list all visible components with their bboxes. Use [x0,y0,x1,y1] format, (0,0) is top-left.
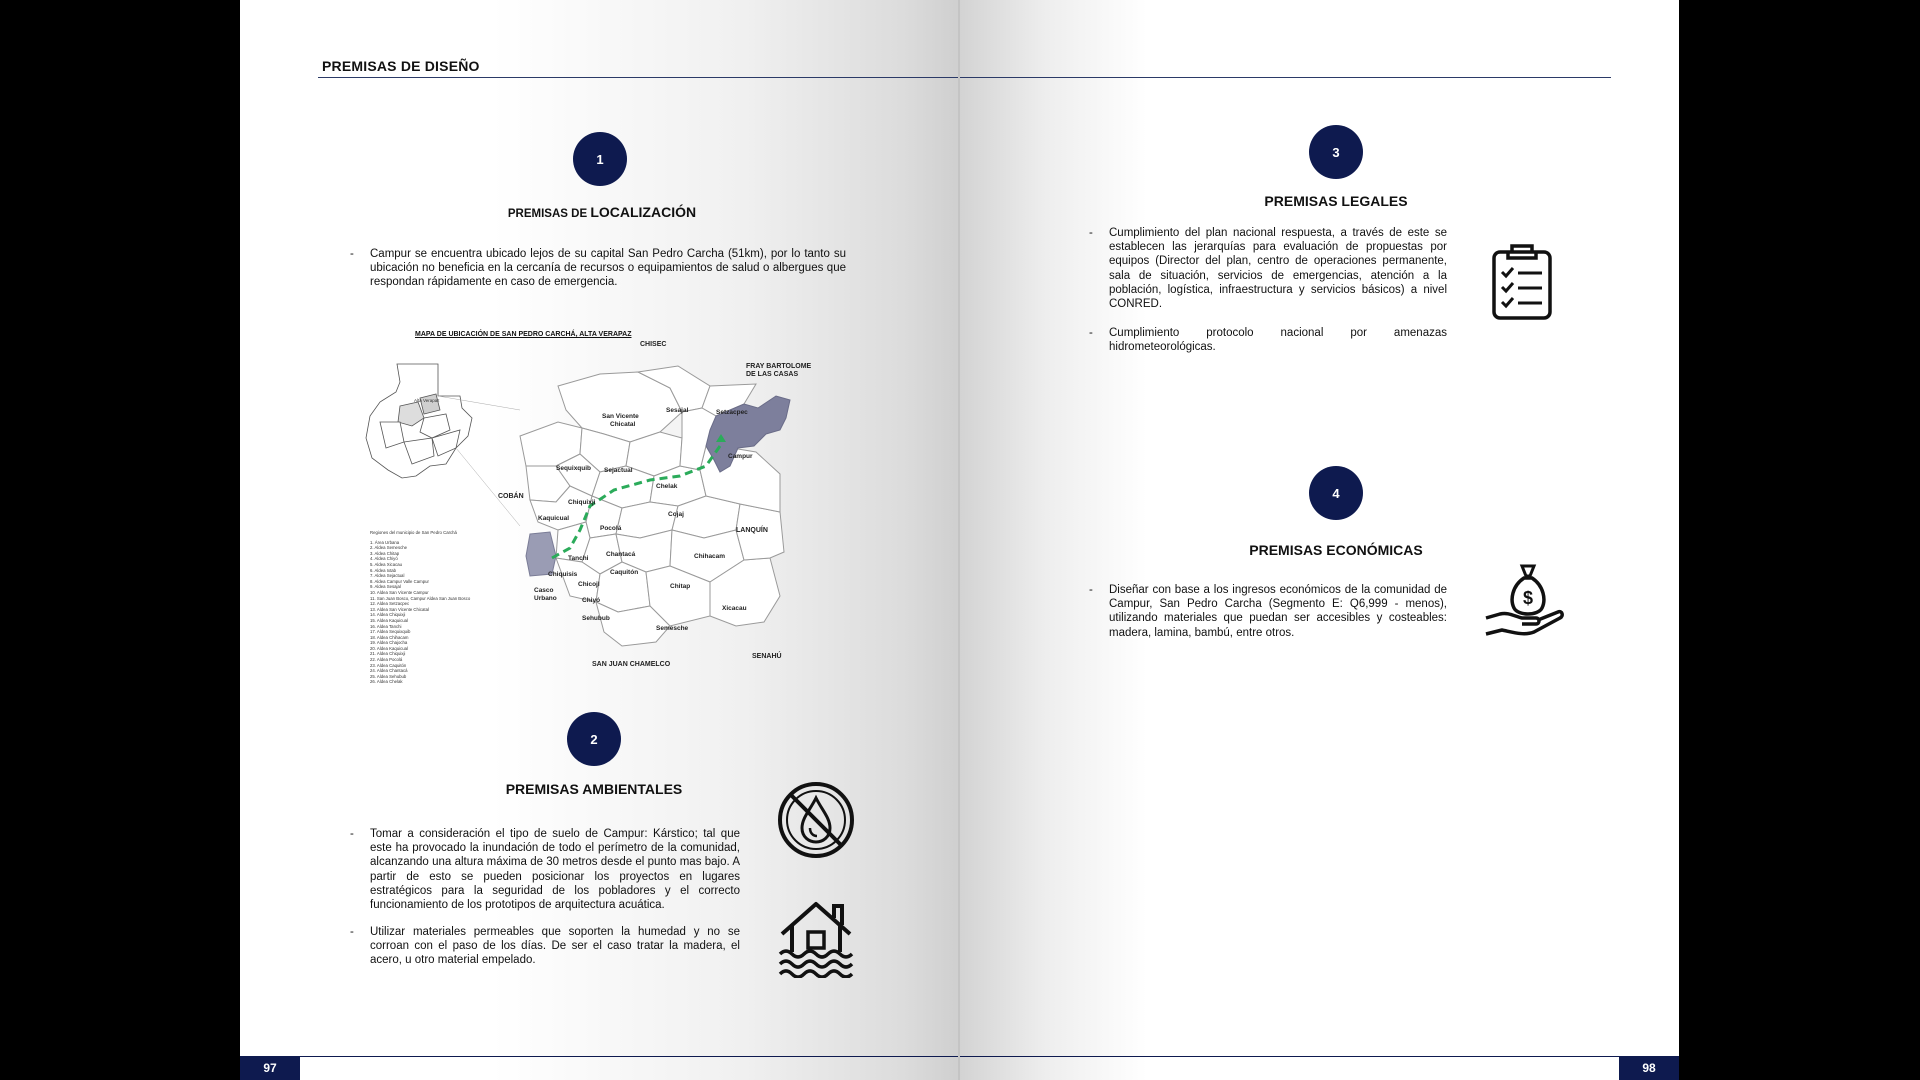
map-label: Caquitón [610,569,639,576]
legend-item: 7. Aldea Sejactual [370,573,405,579]
bullet-text: Campur se encuentra ubicado lejos de su capital San Pedro Carcha (51km), por lo tanto su ubicación no beneficia en la cercanía de recursos o equipamientos de salud o albergues que respondan rápidamente en caso de emergencia. [370,248,846,289]
section-number-badge: 4 [1309,466,1363,520]
map-label: Chihacam [694,553,726,560]
map-label: Chelak [656,483,678,490]
section-title-prefix: PREMISAS DE [507,208,591,220]
map-label: SENAHÚ [752,653,782,660]
map-label: COBÁN [498,493,524,500]
legend-item: 2. Aldea Semesche [370,545,408,551]
map-legend [370,530,480,685]
legend-item: 10. Aldea San Vicente Campur [370,589,429,595]
footer-rule [960,1056,1619,1057]
bullet-text: Cumplimiento del plan nacional respuesta, a través de este se establecen las jerarquías para evaluación de propuestas por equipos (Director del plan, centro de operaciones permanente, sala de situación, servicios de emergencias, atención a la población, logística, infraestructura y servicios básicos) a nivel CONRED. [1109,227,1447,311]
legend-item: 11. San Juan Bosco, Campur Aldea San Juan Bosco [370,595,471,601]
header-rule [318,77,960,78]
map-label: DE LAS CASAS [746,371,799,378]
header-rule [960,77,1611,78]
map-label: Chiquisis [548,571,578,578]
map-label: Sesajal [666,407,689,414]
legend-item: 14. Aldea Chiquixji [370,612,406,618]
section-number-badge: 1 [573,132,627,186]
bullet-text: Utilizar materiales permeables que soporten la humedad y no se corroan con el paso de los días. De ser el caso tratar la madera, el acero, u otro material empelado. [370,926,740,967]
legend-item: 8. Aldea Campur Valle Campur [370,578,429,584]
right-page [960,0,1679,1080]
flooded-house-icon [776,898,856,978]
connector-line [456,448,520,526]
map-label: Urbano [534,595,557,602]
legend-item: 13. Aldea San Vicente Chicatal [370,606,429,612]
footer-rule [300,1056,960,1057]
section-title-main: LOCALIZACIÓN [590,204,697,220]
legend-item: 20. Aldea Kaquicual [370,645,408,651]
map-label: Sejactual [604,467,633,474]
section-number-badge: 2 [567,712,621,766]
section-title: PREMISAS ECONÓMICAS [1249,542,1423,558]
map-label: LANQUÍN [736,527,768,534]
legend-item: 19. Aldea Chajocha [370,640,408,646]
section-title: PREMISAS LEGALES [1264,193,1408,209]
map-label: Kaquicual [538,515,570,522]
map-label: Pocolá [600,525,622,532]
guatemala-inset-map [366,364,472,478]
map-label: Casco [534,587,554,594]
legend-item: 17. Aldea Sequixquib [370,629,411,635]
bullet-text: Cumplimiento protocolo nacional por amenazas hidrometeorológicas. [1109,327,1447,354]
map-title: MAPA DE UBICACIÓN DE SAN PEDRO CARCHÁ, ALTA VERAPAZ [415,331,632,338]
map-label: San Vicente [602,413,639,420]
bullet-text: Tomar a consideración el tipo de suelo de Campur: Kárstico; tal que este ha provocado la inundación de todo el perímetro de la comunidad, alcanzando una altura máxima de 30 metros desde el punto mas bajo. A partir de esto se pueden posicionar los proyectos en lugares estratégicos para la seguridad de los pobladores y el correcto funcionamiento de los prototipos de arquitectura acuática. [370,828,740,912]
running-head: PREMISAS DE DISEÑO [322,58,480,74]
bullet-text: Diseñar con base a los ingresos económicos de la comunidad de Campur, San Pedro Carcha (Segmento E: Q6,999 - menos), utilizando materiales que puedan ser accesibles y costeables: madera, lamina, bambú, entre otros. [1109,584,1447,639]
no-water-drop-icon [776,780,856,860]
legend-item: 5. Aldea Xicacau [370,561,403,567]
bullet-item: - Campur se encuentra ubicado lejos de su capital San Pedro Carcha (51km), por lo tanto su ubicación no beneficia en la cercanía de recursos o equipamientos de salud o albergues que respondan rápidamente en caso de emergencia. [350,248,846,289]
map-label: Chiyó [582,597,601,604]
money-bag-hand-icon [1482,560,1566,642]
bullet-item: - Utilizar materiales permeables que soporten la humedad y no se corroan con el paso de los días. De ser el caso tratar la madera, el acero, u otro material empelado. [350,926,740,967]
legend-item: 12. Aldea Setzacpec [370,601,410,607]
page-number: 98 [1619,1056,1679,1080]
map-label: Setzacpec [716,409,748,416]
legend-title: Regiones del municipio de San Pedro Carchá [370,530,457,535]
legend-item: 25. Aldea Sehubub [370,673,407,679]
map-label: Semesche [656,625,689,632]
inset-label: Alta Verapaz [414,398,440,403]
legend-item: 9. Aldea Sesajal [370,584,401,590]
map-label: Campur [728,453,753,460]
legend-item: 26. Aldea Chelak [370,679,403,685]
bullet-item: - Tomar a consideración el tipo de suelo de Campur: Kárstico; tal que este ha provocado la inundación de todo el perímetro de la comunidad, alcanzando una altura máxima de 30 metros desde el punto mas bajo. A partir de esto se pueden posicionar los proyectos en lugares estratégicos para la seguridad de los pobladores y el correcto funcionamiento de los prototipos de arquitectura acuática. [350,828,740,912]
map-label: CHISEC [640,341,667,348]
map-label: Chantacá [606,551,636,558]
map-label: Tanchi [568,555,589,562]
page-number: 97 [240,1056,300,1080]
bullet-item: - Cumplimiento del plan nacional respuesta, a través de este se establecen las jerarquías para evaluación de propuestas por equipos (Director del plan, centro de operaciones permanente, sala de situación, servicios de emergencias, atención a la población, logística, infraestructura y servicios básicos) a nivel CONRED. [1089,227,1447,311]
section-number-badge: 3 [1309,125,1363,179]
section-title: PREMISAS AMBIENTALES [505,781,683,797]
left-page [240,0,960,1080]
legend-item: 22. Aldea Pocolá [370,657,403,663]
map-label: Chicojl [578,581,600,588]
bullet-item: - Diseñar con base a los ingresos económicos de la comunidad de Campur, San Pedro Carcha (Segmento E: Q6,999 - menos), utilizando materiales que puedan ser accesibles y costeables: madera, lamina, bambú, entre otros. [1089,584,1447,639]
map-label: Sehubub [582,615,610,622]
legend-item: 18. Aldea Chihacam [370,634,409,640]
legend-item: 23. Aldea Caquitón [370,662,407,668]
map-label: Cojaj [668,511,684,518]
legend-item: 1. Área Urbana [370,539,400,545]
legend-item: 16. Aldea Tanchi [370,623,402,629]
clipboard-checklist-icon [1490,242,1554,322]
section-title [502,204,702,222]
legend-item: 3. Aldea Chitap [370,550,400,556]
legend-item: 6. Aldea Ixtab [370,567,397,573]
map-label: Sequixquib [556,465,592,472]
map-label: FRAY BARTOLOME [746,363,812,370]
svg-text:$: $ [1522,588,1534,608]
casco-urbano-region [526,532,556,576]
legend-item: 24. Aldea Chantacá [370,668,408,674]
map-label: Chicatal [610,421,636,428]
map-label: Chiquixji [568,499,596,506]
map-label: Chitap [670,583,691,590]
legend-item: 15. Aldea Kaquicual [370,617,408,623]
map-label: Xicacau [722,605,747,612]
map-label: SAN JUAN CHAMELCO [592,661,671,668]
legend-item: 4. Aldea Chiyó [370,556,398,562]
legend-items [370,540,480,685]
bullet-item: - Cumplimiento protocolo nacional por amenazas hidrometeorológicas. [1089,327,1447,354]
legend-item: 21. Aldea Chiquixji [370,651,406,657]
